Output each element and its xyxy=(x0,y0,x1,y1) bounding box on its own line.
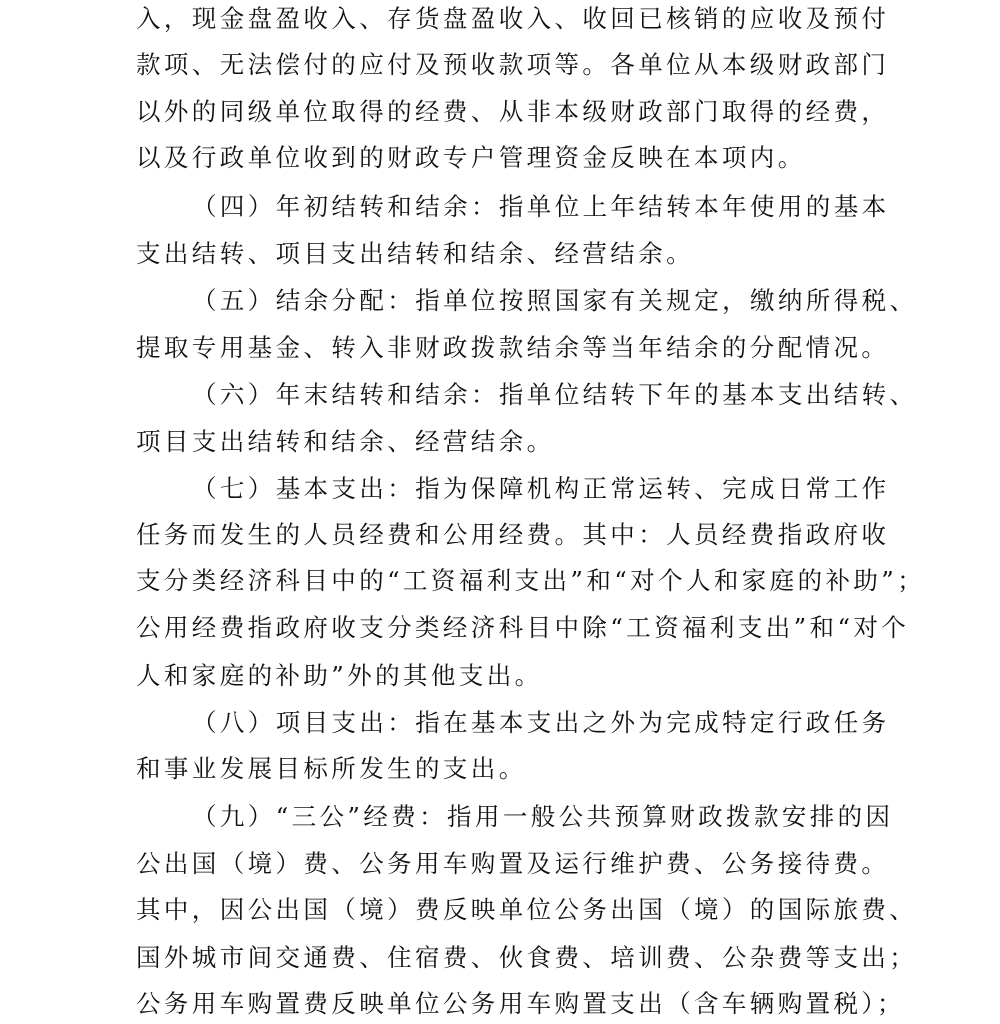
text-line-3: 以外的同级单位取得的经费、从非本级财政部门取得的经费， xyxy=(136,97,890,126)
text-line-21: 国外城市间交通费、住宿费、伙食费、培训费、公杂费等支出； xyxy=(136,943,918,972)
text-line-18: （九）“三公”经费：指用一般公共预算财政拨款安排的因 xyxy=(192,802,894,831)
text-line-13: 支分类经济科目中的“工资福利支出”和“对个人和家庭的补助”； xyxy=(136,566,926,595)
text-line-4: 以及行政单位收到的财政专户管理资金反映在本项内。 xyxy=(136,143,806,172)
text-line-22: 公务用车购置费反映单位公务用车购置支出（含车辆购置税）； xyxy=(136,989,905,1018)
text-line-16: （八）项目支出：指在基本支出之外为完成特定行政任务 xyxy=(192,708,890,737)
text-line-14: 公用经费指政府收支分类经济科目中除“工资福利支出”和“对个 xyxy=(136,613,910,642)
text-line-1: 入，现金盘盈收入、存货盘盈收入、收回已核销的应收及预付 xyxy=(136,4,890,33)
text-line-20: 其中，因公出国（境）费反映单位公务出国（境）的国际旅费、 xyxy=(136,895,918,924)
text-line-6: 支出结转、项目支出结转和结余、经营结余。 xyxy=(136,239,694,268)
text-line-12: 任务而发生的人员经费和公用经费。其中：人员经费指政府收 xyxy=(136,520,890,549)
text-line-7: （五）结余分配：指单位按照国家有关规定，缴纳所得税、 xyxy=(192,286,918,315)
text-line-11: （七）基本支出：指为保障机构正常运转、完成日常工作 xyxy=(192,474,890,503)
text-line-19: 公出国（境）费、公务用车购置及运行维护费、公务接待费。 xyxy=(136,849,890,878)
text-line-9: （六）年末结转和结余：指单位结转下年的基本支出结转、 xyxy=(192,380,918,409)
text-line-8: 提取专用基金、转入非财政拨款结余等当年结余的分配情况。 xyxy=(136,333,890,362)
text-line-17: 和事业发展目标所发生的支出。 xyxy=(136,754,527,783)
text-line-2: 款项、无法偿付的应付及预收款项等。各单位从本级财政部门 xyxy=(136,50,890,79)
text-line-10: 项目支出结转和结余、经营结余。 xyxy=(136,427,555,456)
text-line-15: 人和家庭的补助”外的其他支出。 xyxy=(136,661,543,690)
text-line-5: （四）年初结转和结余：指单位上年结转本年使用的基本 xyxy=(192,192,890,221)
